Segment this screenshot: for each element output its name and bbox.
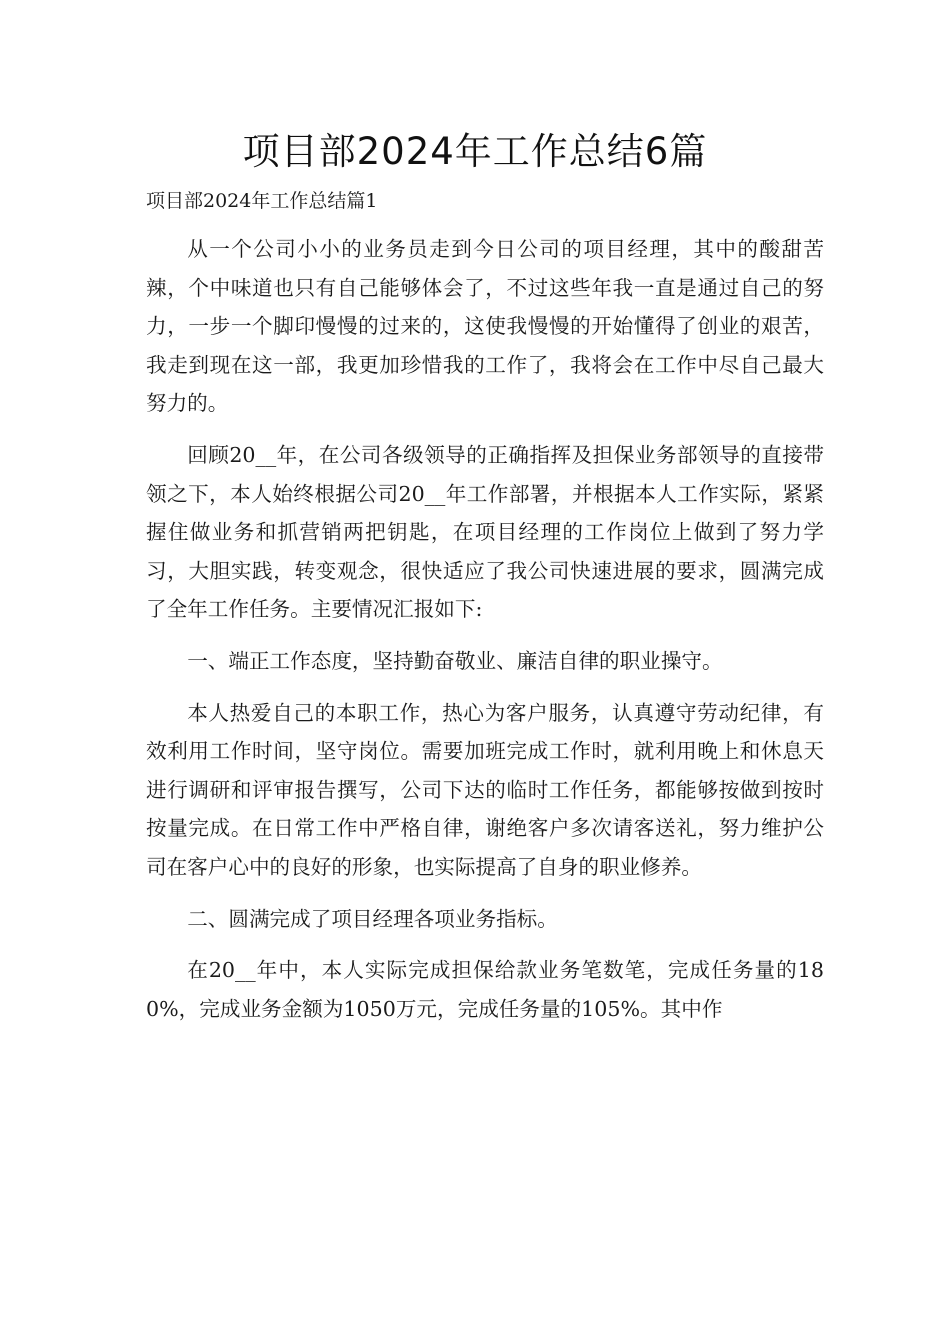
paragraph-business-indicators: 在20__年中，本人实际完成担保给款业务笔数笔，完成任务量的180%，完成业务金额为1050万元，完成任务量的105%。其中作 [146, 958, 824, 1021]
section-subtitle: 项目部2024年工作总结篇1 [146, 190, 378, 212]
heading-section-two: 二、圆满完成了项目经理各项业务指标。 [187, 906, 558, 931]
document-body [146, 230, 824, 1028]
paragraph-work-attitude: 本人热爱自己的本职工作，热心为客户服务，认真遵守劳动纪律，有效利用工作时间，坚守岗位。需要加班完成工作时，就利用晚上和休息天进行调研和评审报告撰写，公司下达的临时工作任务，都能够按做到按时按量完成。在日常工作中严格自律，谢绝客户多次请客送礼，努力维护公司在客户心中的良好的形象，也实际提高了自身的职业修养。 [146, 700, 824, 879]
document-title: 项目部2024年工作总结6篇 [242, 130, 708, 173]
heading-section-one: 一、端正工作态度，坚持勤奋敬业、廉洁自律的职业操守。 [187, 648, 723, 673]
paragraph-review: 回顾20__年，在公司各级领导的正确指挥及担保业务部领导的直接带领之下，本人始终根据公司20__年工作部署，并根据本人工作实际，紧紧握住做业务和抓营销两把钥匙，在项目经理的工作岗位上做到了努力学习，大胆实践，转变观念，很快适应了我公司快速进展的要求，圆满完成了全年工作任务。主要情况汇报如下: [146, 442, 824, 622]
paragraph-intro: 从一个公司小小的业务员走到今日公司的项目经理，其中的酸甜苦辣，个中味道也只有自己能够体会了，不过这些年我一直是通过自己的努力，一步一个脚印慢慢的过来的，这使我慢慢的开始懂得了创业的艰苦，我走到现在这一部，我更加珍惜我的工作了，我将会在工作中尽自己最大努力的。 [146, 237, 824, 416]
